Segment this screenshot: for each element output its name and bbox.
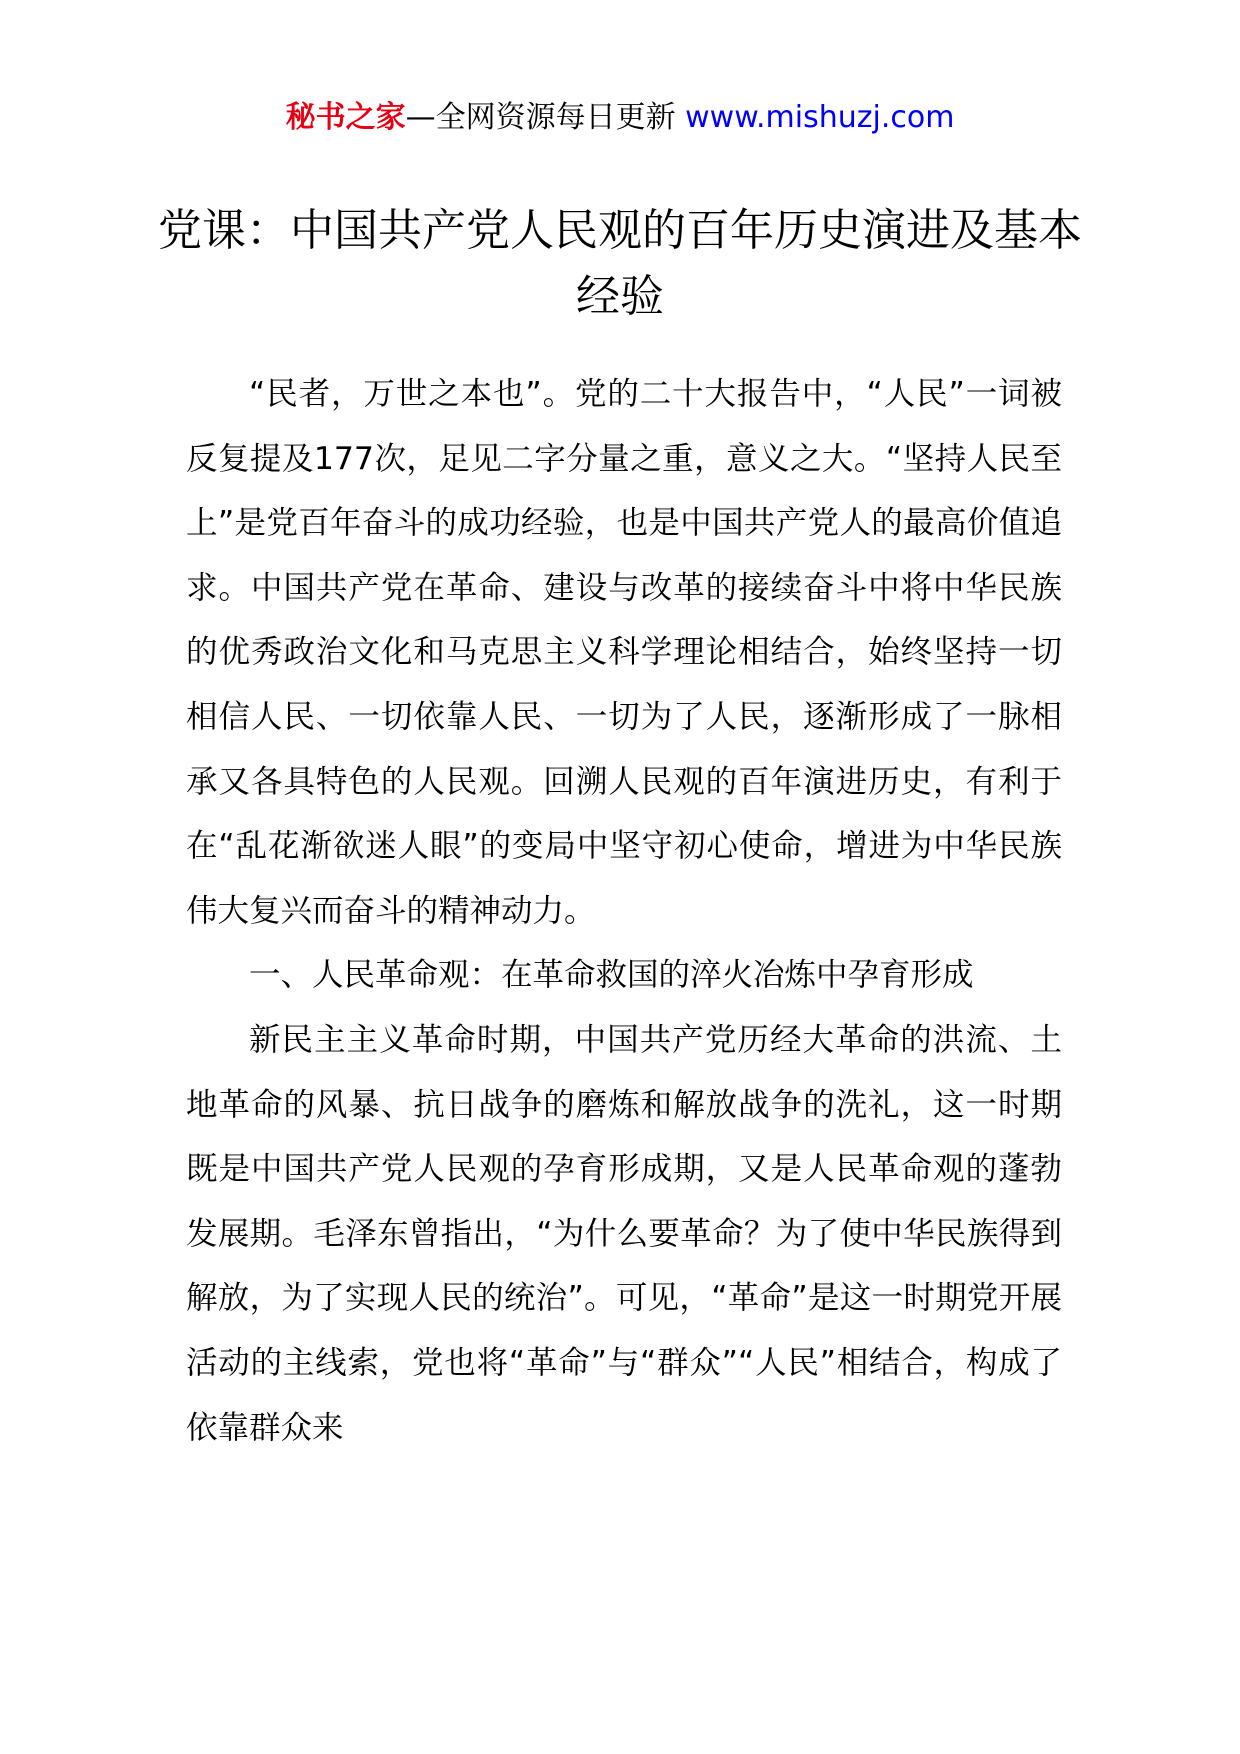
section-1-paragraph: 新民主主义革命时期，中国共产党历经大革命的洪流、土地革命的风暴、抗日战争的磨炼和解放战争的洗礼，这一时期既是中国共产党人民观的孕育形成期，又是人民革命观的蓬勃发展期。毛泽东曾指出，“为什么要革命？为了使中华民族得到解放，为了实现人民的统治”。可见，“革命”是这一时期党开展活动的主线索，党也将“革命”与“群众”“人民”相结合，构成了依靠群众来 (186, 1021, 1062, 1446)
header-tagline: —全网资源每日更新 (405, 100, 676, 135)
document-body (186, 362, 1062, 1460)
document-title: 党课：中国共产党人民观的百年历史演进及基本经验 (158, 205, 1082, 322)
site-url-link[interactable]: www.mishuzj.com (685, 100, 955, 135)
brand-name: 秘书之家 (285, 100, 406, 135)
intro-paragraph: “民者，万世之本也”。党的二十大报告中，“人民”一词被反复提及177次，足见二字分量之重，意义之大。“坚持人民至上”是党百年奋斗的成功经验，也是中国共产党人的最高价值追求。中国共产党在革命、建设与改革的接续奋斗中将中华民族的优秀政治文化和马克思主义科学理论相结合，始终坚持一切相信人民、一切依靠人民、一切为了人民，逐渐形成了一脉相承又各具特色的人民观。回溯人民观的百年演进历史，有利于在“乱花渐欲迷人眼”的变局中坚守初心使命，增进为中华民族伟大复兴而奋斗的精神动力。 (186, 376, 1062, 929)
section-1-heading: 一、人民革命观：在革命救国的淬火冶炼中孕育形成 (249, 957, 974, 994)
site-header (0, 98, 1240, 138)
